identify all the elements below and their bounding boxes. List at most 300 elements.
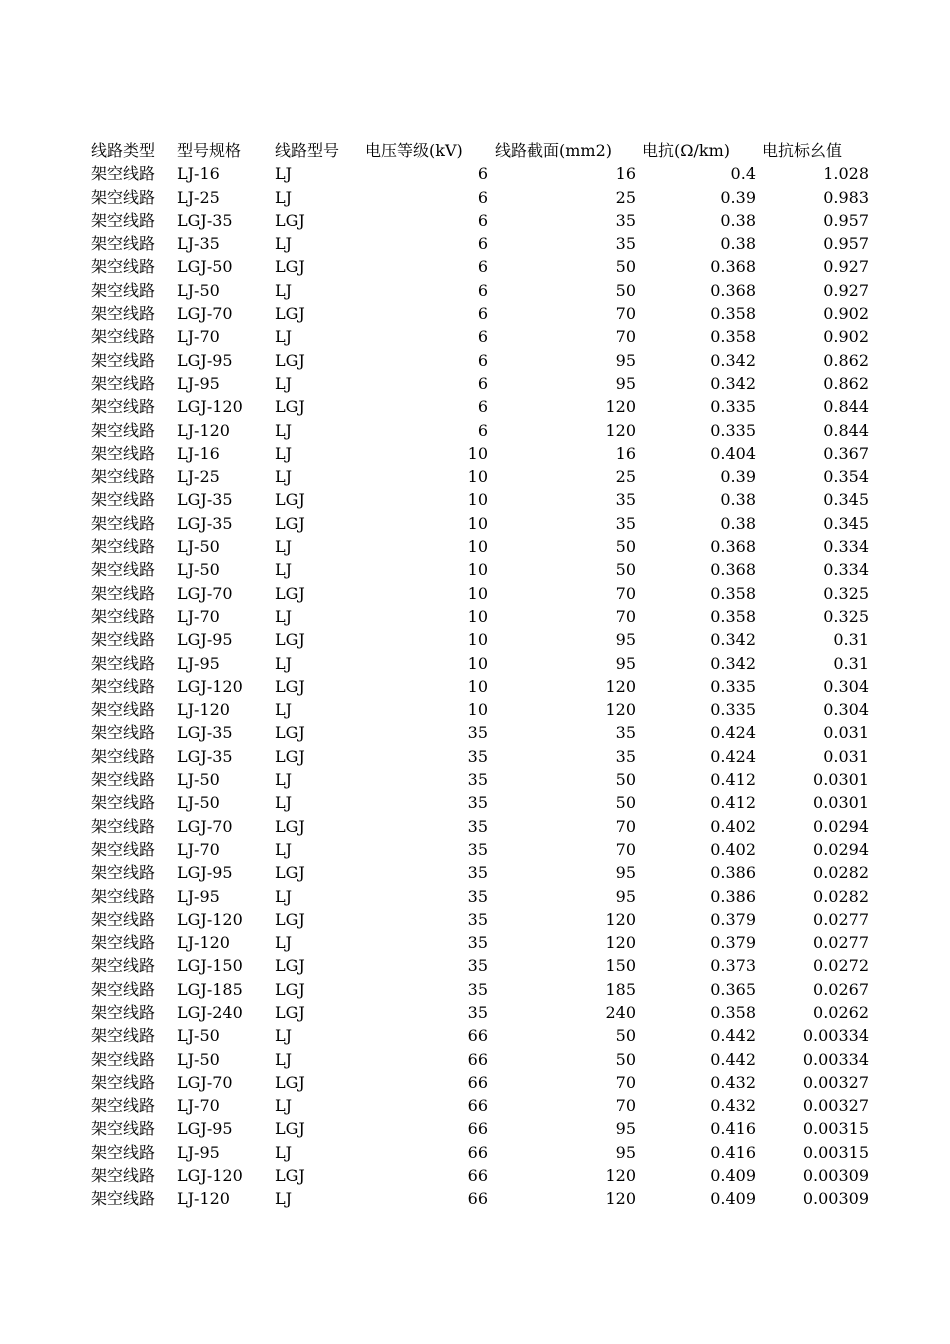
cell-line-model[interactable]: LJ <box>275 793 293 813</box>
cell-line-type[interactable]: 架空线路 <box>91 1072 156 1092</box>
cell-line-model[interactable]: LJ <box>275 770 293 790</box>
cell-line-model[interactable]: LJ <box>275 700 293 720</box>
cell-reactance-per-unit[interactable]: 0.304 <box>823 676 869 696</box>
cell-reactance[interactable]: 0.39 <box>720 187 756 207</box>
cell-voltage-level[interactable]: 35 <box>467 979 488 999</box>
cell-model-spec[interactable]: LJ-50 <box>177 560 220 580</box>
cell-line-type[interactable]: 架空线路 <box>91 606 156 626</box>
cell-model-spec[interactable]: LJ-50 <box>177 1049 220 1069</box>
cell-model-spec[interactable]: LJ-16 <box>177 443 220 463</box>
cell-reactance[interactable]: 0.342 <box>710 373 756 393</box>
cell-model-spec[interactable]: LGJ-70 <box>177 583 233 603</box>
cell-voltage-level[interactable]: 66 <box>467 1119 488 1139</box>
cell-reactance[interactable]: 0.412 <box>710 770 756 790</box>
cell-reactance-per-unit[interactable]: 0.0301 <box>813 770 869 790</box>
cell-voltage-level[interactable]: 6 <box>477 257 488 277</box>
cell-line-model[interactable]: LJ <box>275 653 293 673</box>
cell-cross-section[interactable]: 16 <box>615 164 636 184</box>
cell-voltage-level[interactable]: 35 <box>467 909 488 929</box>
cell-reactance-per-unit[interactable]: 0.957 <box>823 234 869 254</box>
cell-voltage-level[interactable]: 35 <box>467 886 488 906</box>
cell-voltage-level[interactable]: 66 <box>467 1026 488 1046</box>
cell-model-spec[interactable]: LGJ-35 <box>177 210 233 230</box>
header-line-model[interactable]: 线路型号 <box>275 141 340 160</box>
cell-reactance-per-unit[interactable]: 0.00315 <box>802 1119 869 1139</box>
cell-line-model[interactable]: LJ <box>275 1049 293 1069</box>
cell-line-type[interactable]: 架空线路 <box>91 304 156 324</box>
cell-model-spec[interactable]: LJ-70 <box>177 606 220 626</box>
cell-model-spec[interactable]: LJ-25 <box>177 467 220 487</box>
cell-reactance-per-unit[interactable]: 0.0282 <box>813 886 869 906</box>
cell-line-model[interactable]: LJ <box>275 420 293 440</box>
cell-reactance-per-unit[interactable]: 0.31 <box>833 653 869 673</box>
cell-cross-section[interactable]: 50 <box>615 770 636 790</box>
cell-reactance-per-unit[interactable]: 0.902 <box>823 327 869 347</box>
cell-line-model[interactable]: LJ <box>275 839 293 859</box>
cell-line-model[interactable]: LJ <box>275 187 293 207</box>
cell-model-spec[interactable]: LJ-120 <box>177 933 230 953</box>
cell-line-model[interactable]: LJ <box>275 537 293 557</box>
cell-model-spec[interactable]: LGJ-70 <box>177 816 233 836</box>
cell-reactance-per-unit[interactable]: 0.902 <box>823 304 869 324</box>
cell-reactance-per-unit[interactable]: 0.31 <box>833 630 869 650</box>
cell-reactance-per-unit[interactable]: 0.0294 <box>813 839 869 859</box>
cell-line-type[interactable]: 架空线路 <box>91 1049 156 1069</box>
cell-voltage-level[interactable]: 10 <box>467 630 488 650</box>
cell-reactance-per-unit[interactable]: 0.0277 <box>813 909 869 929</box>
cell-reactance-per-unit[interactable]: 0.00327 <box>802 1072 869 1092</box>
cell-cross-section[interactable]: 95 <box>615 863 636 883</box>
cell-voltage-level[interactable]: 6 <box>477 420 488 440</box>
cell-reactance-per-unit[interactable]: 0.334 <box>823 537 869 557</box>
cell-reactance-per-unit[interactable]: 0.031 <box>823 723 869 743</box>
cell-reactance-per-unit[interactable]: 0.0282 <box>813 863 869 883</box>
cell-reactance[interactable]: 0.379 <box>710 909 756 929</box>
cell-cross-section[interactable]: 70 <box>615 1096 636 1116</box>
cell-reactance-per-unit[interactable]: 0.325 <box>823 583 869 603</box>
cell-reactance[interactable]: 0.416 <box>710 1119 756 1139</box>
cell-cross-section[interactable]: 120 <box>605 676 636 696</box>
cell-cross-section[interactable]: 150 <box>605 956 636 976</box>
cell-cross-section[interactable]: 120 <box>605 420 636 440</box>
cell-reactance[interactable]: 0.368 <box>710 537 756 557</box>
cell-model-spec[interactable]: LJ-25 <box>177 187 220 207</box>
cell-line-type[interactable]: 架空线路 <box>91 327 156 347</box>
cell-model-spec[interactable]: LGJ-120 <box>177 676 243 696</box>
cell-line-type[interactable]: 架空线路 <box>91 257 156 277</box>
cell-voltage-level[interactable]: 6 <box>477 397 488 417</box>
cell-cross-section[interactable]: 240 <box>605 1002 636 1022</box>
cell-cross-section[interactable]: 120 <box>605 397 636 417</box>
cell-reactance-per-unit[interactable]: 0.0267 <box>813 979 869 999</box>
cell-reactance-per-unit[interactable]: 0.927 <box>823 257 869 277</box>
cell-voltage-level[interactable]: 35 <box>467 746 488 766</box>
cell-line-model[interactable]: LJ <box>275 443 293 463</box>
cell-reactance[interactable]: 0.335 <box>710 676 756 696</box>
cell-line-type[interactable]: 架空线路 <box>91 933 156 953</box>
cell-line-type[interactable]: 架空线路 <box>91 1002 156 1022</box>
cell-reactance[interactable]: 0.368 <box>710 560 756 580</box>
cell-line-type[interactable]: 架空线路 <box>91 560 156 580</box>
cell-reactance[interactable]: 0.432 <box>710 1072 756 1092</box>
cell-model-spec[interactable]: LJ-95 <box>177 653 220 673</box>
cell-cross-section[interactable]: 35 <box>615 746 636 766</box>
cell-reactance[interactable]: 0.358 <box>710 606 756 626</box>
cell-cross-section[interactable]: 95 <box>615 350 636 370</box>
cell-model-spec[interactable]: LJ-50 <box>177 770 220 790</box>
cell-line-model[interactable]: LJ <box>275 606 293 626</box>
cell-model-spec[interactable]: LJ-70 <box>177 839 220 859</box>
cell-reactance[interactable]: 0.442 <box>710 1026 756 1046</box>
cell-line-model[interactable]: LJ <box>275 1189 293 1209</box>
cell-line-model[interactable]: LGJ <box>275 1072 305 1092</box>
cell-line-model[interactable]: LGJ <box>275 490 305 510</box>
cell-cross-section[interactable]: 50 <box>615 257 636 277</box>
cell-reactance-per-unit[interactable]: 0.304 <box>823 700 869 720</box>
cell-reactance[interactable]: 0.342 <box>710 630 756 650</box>
cell-voltage-level[interactable]: 10 <box>467 583 488 603</box>
cell-line-model[interactable]: LJ <box>275 164 293 184</box>
cell-cross-section[interactable]: 185 <box>605 979 636 999</box>
cell-cross-section[interactable]: 95 <box>615 373 636 393</box>
cell-line-model[interactable]: LGJ <box>275 210 305 230</box>
cell-cross-section[interactable]: 95 <box>615 1142 636 1162</box>
cell-line-model[interactable]: LGJ <box>275 304 305 324</box>
cell-cross-section[interactable]: 50 <box>615 1026 636 1046</box>
cell-voltage-level[interactable]: 10 <box>467 513 488 533</box>
cell-cross-section[interactable]: 50 <box>615 537 636 557</box>
cell-line-type[interactable]: 架空线路 <box>91 1166 156 1186</box>
cell-voltage-level[interactable]: 10 <box>467 537 488 557</box>
cell-reactance[interactable]: 0.368 <box>710 280 756 300</box>
cell-line-type[interactable]: 架空线路 <box>91 420 156 440</box>
cell-reactance[interactable]: 0.342 <box>710 350 756 370</box>
cell-model-spec[interactable]: LJ-120 <box>177 700 230 720</box>
header-voltage-level[interactable]: 电压等级(kV) <box>365 141 463 160</box>
cell-model-spec[interactable]: LGJ-95 <box>177 1119 233 1139</box>
cell-voltage-level[interactable]: 6 <box>477 164 488 184</box>
cell-cross-section[interactable]: 50 <box>615 1049 636 1069</box>
cell-model-spec[interactable]: LGJ-95 <box>177 350 233 370</box>
cell-cross-section[interactable]: 25 <box>615 187 636 207</box>
cell-reactance[interactable]: 0.335 <box>710 397 756 417</box>
cell-reactance-per-unit[interactable]: 0.00327 <box>802 1096 869 1116</box>
cell-line-model[interactable]: LJ <box>275 280 293 300</box>
cell-line-type[interactable]: 架空线路 <box>91 443 156 463</box>
cell-voltage-level[interactable]: 10 <box>467 653 488 673</box>
cell-line-model[interactable]: LJ <box>275 467 293 487</box>
cell-cross-section[interactable]: 70 <box>615 304 636 324</box>
cell-cross-section[interactable]: 25 <box>615 467 636 487</box>
cell-voltage-level[interactable]: 66 <box>467 1142 488 1162</box>
cell-line-model[interactable]: LGJ <box>275 956 305 976</box>
cell-voltage-level[interactable]: 6 <box>477 280 488 300</box>
cell-cross-section[interactable]: 50 <box>615 793 636 813</box>
header-line-type[interactable]: 线路类型 <box>91 141 156 160</box>
cell-line-type[interactable]: 架空线路 <box>91 979 156 999</box>
cell-line-type[interactable]: 架空线路 <box>91 770 156 790</box>
cell-line-type[interactable]: 架空线路 <box>91 1189 156 1209</box>
cell-model-spec[interactable]: LGJ-95 <box>177 630 233 650</box>
cell-reactance[interactable]: 0.365 <box>710 979 756 999</box>
cell-reactance-per-unit[interactable]: 0.00334 <box>802 1026 869 1046</box>
cell-line-type[interactable]: 架空线路 <box>91 280 156 300</box>
cell-reactance-per-unit[interactable]: 0.367 <box>823 443 869 463</box>
cell-reactance-per-unit[interactable]: 0.0272 <box>813 956 869 976</box>
cell-reactance-per-unit[interactable]: 0.345 <box>823 490 869 510</box>
cell-reactance-per-unit[interactable]: 0.334 <box>823 560 869 580</box>
cell-reactance[interactable]: 0.386 <box>710 886 756 906</box>
cell-line-model[interactable]: LGJ <box>275 513 305 533</box>
cell-line-type[interactable]: 架空线路 <box>91 956 156 976</box>
cell-cross-section[interactable]: 35 <box>615 723 636 743</box>
cell-line-type[interactable]: 架空线路 <box>91 164 156 184</box>
cell-line-model[interactable]: LJ <box>275 373 293 393</box>
cell-cross-section[interactable]: 95 <box>615 630 636 650</box>
cell-model-spec[interactable]: LGJ-120 <box>177 909 243 929</box>
cell-model-spec[interactable]: LJ-50 <box>177 280 220 300</box>
cell-line-type[interactable]: 架空线路 <box>91 909 156 929</box>
cell-reactance-per-unit[interactable]: 0.00309 <box>802 1189 869 1209</box>
cell-reactance[interactable]: 0.335 <box>710 420 756 440</box>
cell-cross-section[interactable]: 35 <box>615 234 636 254</box>
cell-line-type[interactable]: 架空线路 <box>91 746 156 766</box>
cell-reactance[interactable]: 0.404 <box>710 443 756 463</box>
cell-reactance[interactable]: 0.39 <box>720 467 756 487</box>
cell-reactance[interactable]: 0.358 <box>710 583 756 603</box>
cell-reactance[interactable]: 0.335 <box>710 700 756 720</box>
cell-voltage-level[interactable]: 6 <box>477 210 488 230</box>
cell-model-spec[interactable]: LJ-120 <box>177 420 230 440</box>
cell-reactance[interactable]: 0.424 <box>710 746 756 766</box>
cell-voltage-level[interactable]: 66 <box>467 1189 488 1209</box>
cell-cross-section[interactable]: 70 <box>615 816 636 836</box>
cell-line-type[interactable]: 架空线路 <box>91 373 156 393</box>
header-model-spec[interactable]: 型号规格 <box>177 141 242 160</box>
cell-cross-section[interactable]: 70 <box>615 606 636 626</box>
cell-reactance-per-unit[interactable]: 0.862 <box>823 373 869 393</box>
cell-line-model[interactable]: LJ <box>275 933 293 953</box>
cell-model-spec[interactable]: LGJ-120 <box>177 397 243 417</box>
cell-reactance[interactable]: 0.373 <box>710 956 756 976</box>
cell-line-type[interactable]: 架空线路 <box>91 653 156 673</box>
cell-line-type[interactable]: 架空线路 <box>91 863 156 883</box>
cell-voltage-level[interactable]: 6 <box>477 187 488 207</box>
cell-reactance-per-unit[interactable]: 0.00309 <box>802 1166 869 1186</box>
cell-model-spec[interactable]: LGJ-35 <box>177 723 233 743</box>
cell-voltage-level[interactable]: 35 <box>467 723 488 743</box>
cell-line-model[interactable]: LJ <box>275 234 293 254</box>
cell-line-type[interactable]: 架空线路 <box>91 723 156 743</box>
cell-reactance[interactable]: 0.386 <box>710 863 756 883</box>
cell-line-type[interactable]: 架空线路 <box>91 397 156 417</box>
cell-model-spec[interactable]: LJ-16 <box>177 164 220 184</box>
cell-cross-section[interactable]: 120 <box>605 1189 636 1209</box>
cell-reactance-per-unit[interactable]: 0.844 <box>823 420 869 440</box>
cell-model-spec[interactable]: LGJ-35 <box>177 490 233 510</box>
cell-voltage-level[interactable]: 66 <box>467 1072 488 1092</box>
cell-line-model[interactable]: LGJ <box>275 1166 305 1186</box>
cell-reactance[interactable]: 0.38 <box>720 490 756 510</box>
cell-reactance-per-unit[interactable]: 0.927 <box>823 280 869 300</box>
cell-voltage-level[interactable]: 10 <box>467 676 488 696</box>
cell-voltage-level[interactable]: 35 <box>467 933 488 953</box>
cell-line-type[interactable]: 架空线路 <box>91 467 156 487</box>
cell-voltage-level[interactable]: 6 <box>477 350 488 370</box>
cell-line-model[interactable]: LGJ <box>275 816 305 836</box>
cell-reactance[interactable]: 0.342 <box>710 653 756 673</box>
cell-line-type[interactable]: 架空线路 <box>91 490 156 510</box>
cell-model-spec[interactable]: LJ-120 <box>177 1189 230 1209</box>
cell-line-type[interactable]: 架空线路 <box>91 700 156 720</box>
cell-line-type[interactable]: 架空线路 <box>91 210 156 230</box>
cell-model-spec[interactable]: LGJ-35 <box>177 513 233 533</box>
cell-line-type[interactable]: 架空线路 <box>91 583 156 603</box>
cell-reactance[interactable]: 0.358 <box>710 304 756 324</box>
cell-line-type[interactable]: 架空线路 <box>91 1026 156 1046</box>
cell-line-type[interactable]: 架空线路 <box>91 793 156 813</box>
cell-reactance[interactable]: 0.38 <box>720 210 756 230</box>
cell-reactance-per-unit[interactable]: 0.354 <box>823 467 869 487</box>
cell-reactance-per-unit[interactable]: 0.00315 <box>802 1142 869 1162</box>
cell-line-model[interactable]: LGJ <box>275 746 305 766</box>
cell-reactance-per-unit[interactable]: 0.0294 <box>813 816 869 836</box>
cell-voltage-level[interactable]: 6 <box>477 327 488 347</box>
cell-line-model[interactable]: LJ <box>275 1142 293 1162</box>
cell-line-type[interactable]: 架空线路 <box>91 886 156 906</box>
cell-cross-section[interactable]: 70 <box>615 327 636 347</box>
cell-voltage-level[interactable]: 35 <box>467 816 488 836</box>
cell-model-spec[interactable]: LGJ-50 <box>177 257 233 277</box>
cell-model-spec[interactable]: LGJ-240 <box>177 1002 243 1022</box>
cell-reactance[interactable]: 0.432 <box>710 1096 756 1116</box>
cell-voltage-level[interactable]: 35 <box>467 956 488 976</box>
cell-cross-section[interactable]: 70 <box>615 583 636 603</box>
cell-model-spec[interactable]: LJ-50 <box>177 537 220 557</box>
cell-voltage-level[interactable]: 10 <box>467 606 488 626</box>
cell-line-type[interactable]: 架空线路 <box>91 537 156 557</box>
cell-reactance-per-unit[interactable]: 0.862 <box>823 350 869 370</box>
cell-cross-section[interactable]: 35 <box>615 210 636 230</box>
cell-voltage-level[interactable]: 6 <box>477 234 488 254</box>
cell-voltage-level[interactable]: 35 <box>467 839 488 859</box>
cell-reactance-per-unit[interactable]: 0.844 <box>823 397 869 417</box>
cell-reactance[interactable]: 0.368 <box>710 257 756 277</box>
cell-reactance[interactable]: 0.402 <box>710 839 756 859</box>
cell-cross-section[interactable]: 35 <box>615 490 636 510</box>
cell-model-spec[interactable]: LJ-70 <box>177 327 220 347</box>
cell-line-type[interactable]: 架空线路 <box>91 234 156 254</box>
cell-voltage-level[interactable]: 35 <box>467 770 488 790</box>
cell-reactance[interactable]: 0.358 <box>710 1002 756 1022</box>
cell-voltage-level[interactable]: 6 <box>477 304 488 324</box>
cell-line-model[interactable]: LJ <box>275 886 293 906</box>
cell-line-type[interactable]: 架空线路 <box>91 1096 156 1116</box>
cell-reactance[interactable]: 0.409 <box>710 1189 756 1209</box>
cell-line-type[interactable]: 架空线路 <box>91 350 156 370</box>
cell-line-model[interactable]: LGJ <box>275 1119 305 1139</box>
cell-cross-section[interactable]: 70 <box>615 1072 636 1092</box>
cell-cross-section[interactable]: 16 <box>615 443 636 463</box>
cell-cross-section[interactable]: 50 <box>615 280 636 300</box>
cell-line-model[interactable]: LGJ <box>275 257 305 277</box>
cell-model-spec[interactable]: LGJ-95 <box>177 863 233 883</box>
cell-model-spec[interactable]: LJ-95 <box>177 886 220 906</box>
cell-model-spec[interactable]: LJ-70 <box>177 1096 220 1116</box>
cell-voltage-level[interactable]: 66 <box>467 1096 488 1116</box>
cell-line-model[interactable]: LGJ <box>275 1002 305 1022</box>
cell-model-spec[interactable]: LGJ-35 <box>177 746 233 766</box>
cell-line-model[interactable]: LJ <box>275 327 293 347</box>
cell-voltage-level[interactable]: 35 <box>467 1002 488 1022</box>
cell-reactance[interactable]: 0.416 <box>710 1142 756 1162</box>
cell-line-model[interactable]: LGJ <box>275 676 305 696</box>
cell-voltage-level[interactable]: 35 <box>467 863 488 883</box>
header-reactance[interactable]: 电抗(Ω/km) <box>642 141 731 160</box>
cell-model-spec[interactable]: LGJ-70 <box>177 1072 233 1092</box>
cell-cross-section[interactable]: 95 <box>615 1119 636 1139</box>
cell-reactance-per-unit[interactable]: 1.028 <box>823 164 869 184</box>
cell-line-model[interactable]: LGJ <box>275 863 305 883</box>
cell-voltage-level[interactable]: 10 <box>467 467 488 487</box>
cell-reactance-per-unit[interactable]: 0.325 <box>823 606 869 626</box>
cell-line-model[interactable]: LJ <box>275 1026 293 1046</box>
header-reactance-per-unit[interactable]: 电抗标幺值 <box>762 141 843 160</box>
cell-line-model[interactable]: LGJ <box>275 583 305 603</box>
cell-reactance-per-unit[interactable]: 0.0277 <box>813 933 869 953</box>
cell-reactance[interactable]: 0.409 <box>710 1166 756 1186</box>
cell-line-type[interactable]: 架空线路 <box>91 1119 156 1139</box>
cell-cross-section[interactable]: 35 <box>615 513 636 533</box>
cell-reactance[interactable]: 0.424 <box>710 723 756 743</box>
cell-voltage-level[interactable]: 35 <box>467 793 488 813</box>
cell-reactance-per-unit[interactable]: 0.983 <box>823 187 869 207</box>
cell-reactance[interactable]: 0.38 <box>720 513 756 533</box>
cell-line-type[interactable]: 架空线路 <box>91 839 156 859</box>
cell-voltage-level[interactable]: 10 <box>467 700 488 720</box>
cell-cross-section[interactable]: 50 <box>615 560 636 580</box>
cell-voltage-level[interactable]: 10 <box>467 560 488 580</box>
cell-model-spec[interactable]: LGJ-185 <box>177 979 243 999</box>
cell-reactance-per-unit[interactable]: 0.00334 <box>802 1049 869 1069</box>
cell-cross-section[interactable]: 120 <box>605 1166 636 1186</box>
cell-line-model[interactable]: LGJ <box>275 630 305 650</box>
cell-cross-section[interactable]: 95 <box>615 653 636 673</box>
cell-line-type[interactable]: 架空线路 <box>91 1142 156 1162</box>
cell-model-spec[interactable]: LJ-50 <box>177 793 220 813</box>
cell-line-model[interactable]: LJ <box>275 1096 293 1116</box>
cell-line-type[interactable]: 架空线路 <box>91 816 156 836</box>
cell-line-type[interactable]: 架空线路 <box>91 676 156 696</box>
cell-model-spec[interactable]: LJ-95 <box>177 373 220 393</box>
cell-model-spec[interactable]: LJ-50 <box>177 1026 220 1046</box>
cell-cross-section[interactable]: 70 <box>615 839 636 859</box>
cell-reactance[interactable]: 0.442 <box>710 1049 756 1069</box>
cell-voltage-level[interactable]: 10 <box>467 490 488 510</box>
cell-reactance-per-unit[interactable]: 0.0301 <box>813 793 869 813</box>
cell-line-model[interactable]: LGJ <box>275 723 305 743</box>
header-cross-section[interactable]: 线路截面(mm2) <box>495 141 613 160</box>
cell-model-spec[interactable]: LGJ-150 <box>177 956 243 976</box>
cell-reactance[interactable]: 0.358 <box>710 327 756 347</box>
cell-reactance[interactable]: 0.379 <box>710 933 756 953</box>
cell-line-model[interactable]: LGJ <box>275 909 305 929</box>
cell-model-spec[interactable]: LGJ-70 <box>177 304 233 324</box>
cell-voltage-level[interactable]: 66 <box>467 1166 488 1186</box>
cell-reactance[interactable]: 0.38 <box>720 234 756 254</box>
cell-line-type[interactable]: 架空线路 <box>91 630 156 650</box>
cell-voltage-level[interactable]: 6 <box>477 373 488 393</box>
